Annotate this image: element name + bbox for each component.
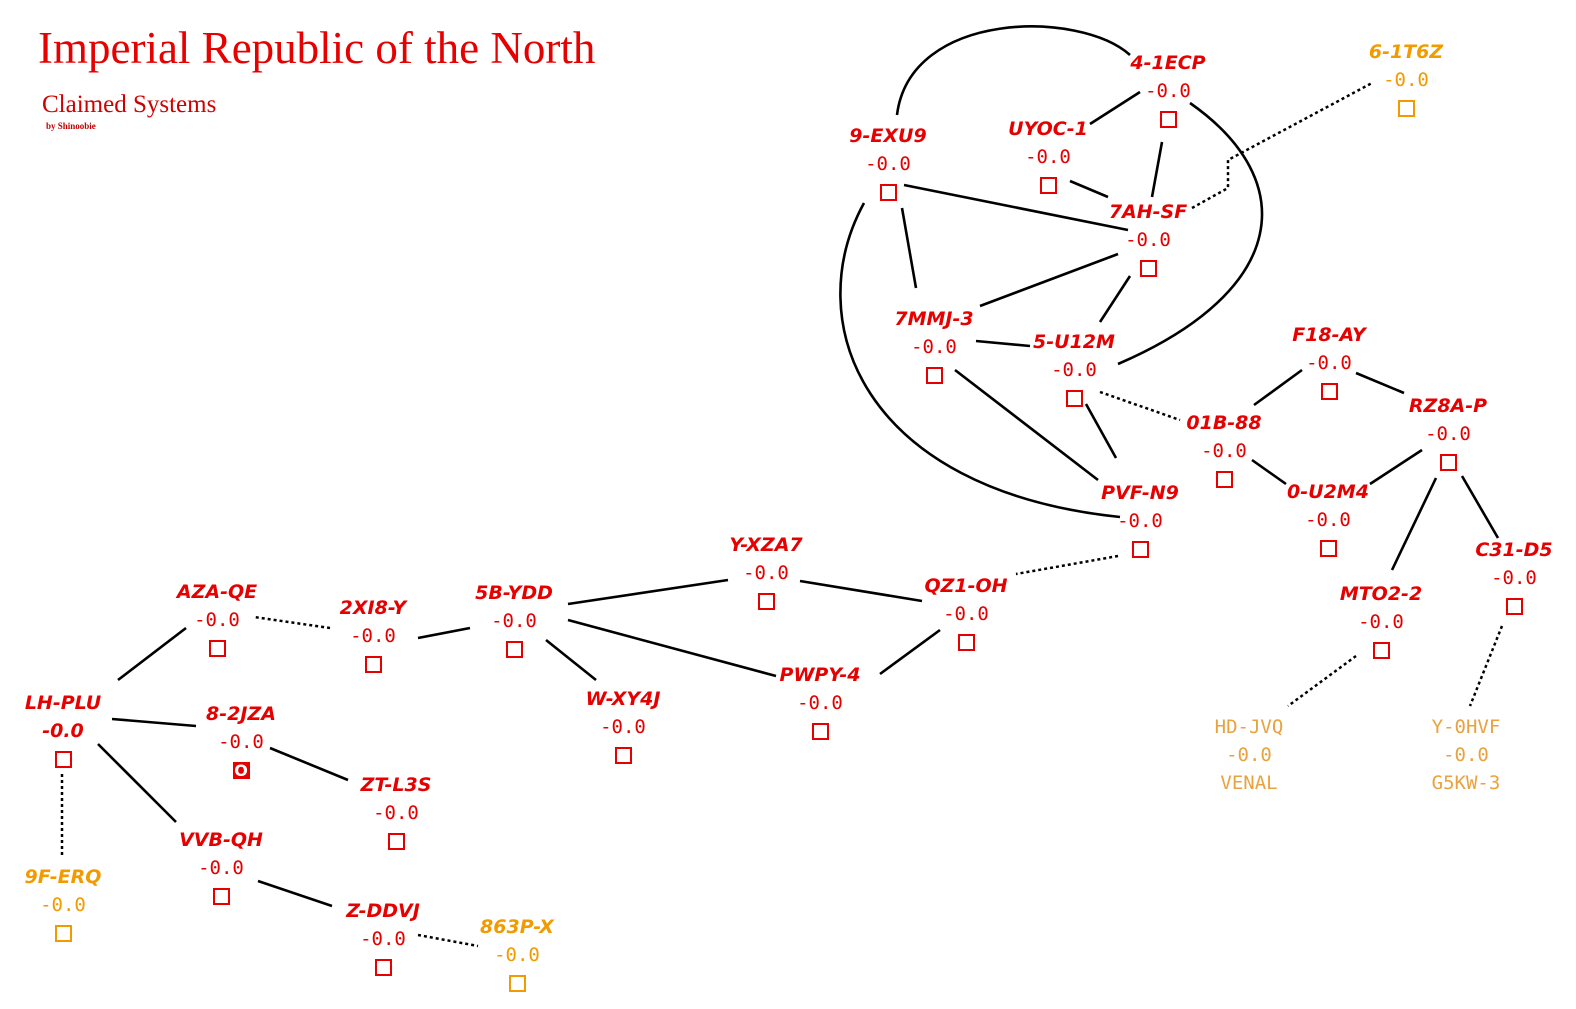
- system-name: UYOC-1: [1008, 118, 1088, 140]
- security-status: -0.0: [1125, 229, 1171, 251]
- system-square-icon: [1398, 100, 1415, 117]
- system-name: QZ1-OH: [924, 575, 1008, 597]
- jump-connection-RZ8A-P-to-C31-D5: [1462, 476, 1498, 538]
- system-name: W-XY4J: [585, 688, 661, 710]
- system-square-icon: [55, 925, 72, 942]
- system-name: RZ8A-P: [1408, 395, 1488, 417]
- system-node-QZ1-OH[interactable]: [866, 577, 1066, 651]
- system-node-F18-AY[interactable]: [1229, 326, 1429, 400]
- security-status: -0.0: [218, 731, 264, 753]
- security-status: -0.0: [373, 802, 419, 824]
- security-status: -0.0: [360, 928, 406, 950]
- system-name: AZA-QE: [176, 581, 258, 603]
- security-status: -0.0: [743, 562, 789, 584]
- system-name: 5-U12M: [1033, 331, 1115, 353]
- system-name: ZT-L3S: [360, 774, 432, 796]
- security-status: -0.0: [494, 944, 540, 966]
- system-node-5B-YDD[interactable]: [414, 584, 614, 658]
- security-status: -0.0: [1051, 359, 1097, 381]
- jump-connection-9-EXU9-to-7MMJ-3: [902, 208, 916, 288]
- system-square-icon: [1506, 598, 1523, 615]
- system-node-5-U12M[interactable]: [974, 333, 1174, 407]
- system-square-icon: [1373, 642, 1390, 659]
- system-name: Y-0HVF: [1431, 716, 1501, 738]
- system-name: 8-2JZA: [206, 703, 276, 725]
- system-node-Y-XZA7[interactable]: [666, 536, 866, 610]
- system-name: HD-JVQ: [1214, 716, 1284, 738]
- system-name: VVB-QH: [179, 829, 263, 851]
- security-status: -0.0: [600, 716, 646, 738]
- system-node-4-1ECP[interactable]: [1068, 54, 1268, 128]
- security-status: -0.0: [1305, 509, 1351, 531]
- system-square-icon: [926, 367, 943, 384]
- system-node-MTO2-2[interactable]: [1281, 585, 1481, 659]
- system-name: 7AH-SF: [1108, 201, 1188, 223]
- security-status: -0.0: [194, 609, 240, 631]
- system-node-8-2JZA[interactable]: [141, 705, 341, 779]
- system-square-icon: [615, 747, 632, 764]
- system-name: LH-PLU: [24, 692, 102, 714]
- system-node-PWPY-4[interactable]: [720, 666, 920, 740]
- system-name: 01B-88: [1186, 412, 1262, 434]
- map-credit: by Shinoobie: [46, 121, 96, 131]
- security-status: -0.0: [911, 336, 957, 358]
- jump-connection-5-U12M-to-PVF-N9: [1086, 404, 1116, 458]
- system-node-6-1T6Z[interactable]: [1306, 43, 1506, 117]
- system-node-01B-88[interactable]: [1124, 414, 1324, 488]
- system-name: 7MMJ-3: [894, 308, 974, 330]
- security-status: -0.0: [198, 857, 244, 879]
- system-square-icon: [365, 656, 382, 673]
- system-name: C31-D5: [1475, 539, 1553, 561]
- security-status: -0.0: [42, 720, 84, 742]
- security-status: -0.0: [797, 692, 843, 714]
- system-node-0-U2M4[interactable]: [1228, 483, 1428, 557]
- system-square-icon: [1040, 177, 1057, 194]
- security-status: -0.0: [40, 894, 86, 916]
- system-node-Y-0HVF[interactable]: [1366, 718, 1566, 802]
- system-name: PWPY-4: [779, 664, 861, 686]
- security-status: -0.0: [1358, 611, 1404, 633]
- system-square-icon: [1321, 383, 1338, 400]
- system-node-PVF-N9[interactable]: [1040, 484, 1240, 558]
- system-square-icon: [1440, 454, 1457, 471]
- security-status: -0.0: [865, 153, 911, 175]
- system-name: 6-1T6Z: [1368, 41, 1444, 63]
- security-status: -0.0: [1491, 567, 1537, 589]
- security-status: -0.0: [1025, 146, 1071, 168]
- system-square-icon: [1132, 541, 1149, 558]
- system-name: 9F-ERQ: [24, 866, 102, 888]
- security-status: -0.0: [1425, 423, 1471, 445]
- security-status: -0.0: [1117, 510, 1163, 532]
- map-subtitle: Claimed Systems: [42, 91, 217, 118]
- system-name: MTO2-2: [1339, 583, 1423, 605]
- system-node-9-EXU9[interactable]: [788, 127, 988, 201]
- system-name: 863P-X: [480, 916, 554, 938]
- security-status: -0.0: [943, 603, 989, 625]
- jump-connection-7AH-SF-to-5-U12M: [1100, 276, 1130, 322]
- system-square-icon: [55, 751, 72, 768]
- system-square-icon: [958, 634, 975, 651]
- jump-connection-PVF-N9-to-QZ1-OH: [1016, 556, 1118, 574]
- security-status: -0.0: [1383, 69, 1429, 91]
- system-square-icon: [1140, 260, 1157, 277]
- system-square-icon: [880, 184, 897, 201]
- system-name: Z-DDVJ: [346, 900, 420, 922]
- system-node-7AH-SF[interactable]: [1048, 203, 1248, 277]
- security-status: -0.0: [491, 610, 537, 632]
- system-square-icon: [209, 640, 226, 657]
- security-status: -0.0: [350, 625, 396, 647]
- system-square-icon: [812, 723, 829, 740]
- system-node-863P-X[interactable]: [417, 918, 617, 992]
- system-node-LH-PLU[interactable]: [0, 694, 163, 768]
- jump-connection-4-1ECP-to-7AH-SF: [1152, 142, 1162, 197]
- system-square-icon: [1066, 390, 1083, 407]
- system-node-HD-JVQ[interactable]: [1149, 718, 1349, 802]
- system-name: PVF-N9: [1101, 482, 1179, 504]
- system-square-icon: [506, 641, 523, 658]
- system-square-icon: [758, 593, 775, 610]
- system-name: 9-EXU9: [849, 125, 927, 147]
- system-square-icon: [1320, 540, 1337, 557]
- system-name: 2XI8-Y: [339, 597, 407, 619]
- system-node-RZ8A-P[interactable]: [1348, 397, 1548, 471]
- security-status: -0.0: [1201, 440, 1247, 462]
- region-name: VENAL: [1220, 772, 1278, 794]
- system-name: F18-AY: [1292, 324, 1366, 346]
- station-marker-icon: O: [234, 761, 248, 780]
- security-status: -0.0: [1306, 352, 1352, 374]
- system-square-icon: [213, 888, 230, 905]
- security-status: -0.0: [1226, 744, 1272, 766]
- security-status: -0.0: [1443, 744, 1489, 766]
- system-node-ZT-L3S[interactable]: [296, 776, 496, 850]
- region-name: G5KW-3: [1431, 772, 1501, 794]
- system-name: 0-U2M4: [1287, 481, 1369, 503]
- jump-connection-MTO2-2-to-HD-JVQ: [1288, 656, 1356, 706]
- security-status: -0.0: [1145, 80, 1191, 102]
- system-square-icon: [509, 975, 526, 992]
- system-name: Y-XZA7: [729, 534, 803, 556]
- system-node-W-XY4J[interactable]: [523, 690, 723, 764]
- system-name: 4-1ECP: [1130, 52, 1206, 74]
- system-square-icon: [375, 959, 392, 976]
- system-node-9F-ERQ[interactable]: [0, 868, 163, 942]
- map-title: Imperial Republic of the North: [38, 23, 596, 73]
- system-name: 5B-YDD: [475, 582, 553, 604]
- system-square-icon: [1160, 111, 1177, 128]
- system-square-icon: [388, 833, 405, 850]
